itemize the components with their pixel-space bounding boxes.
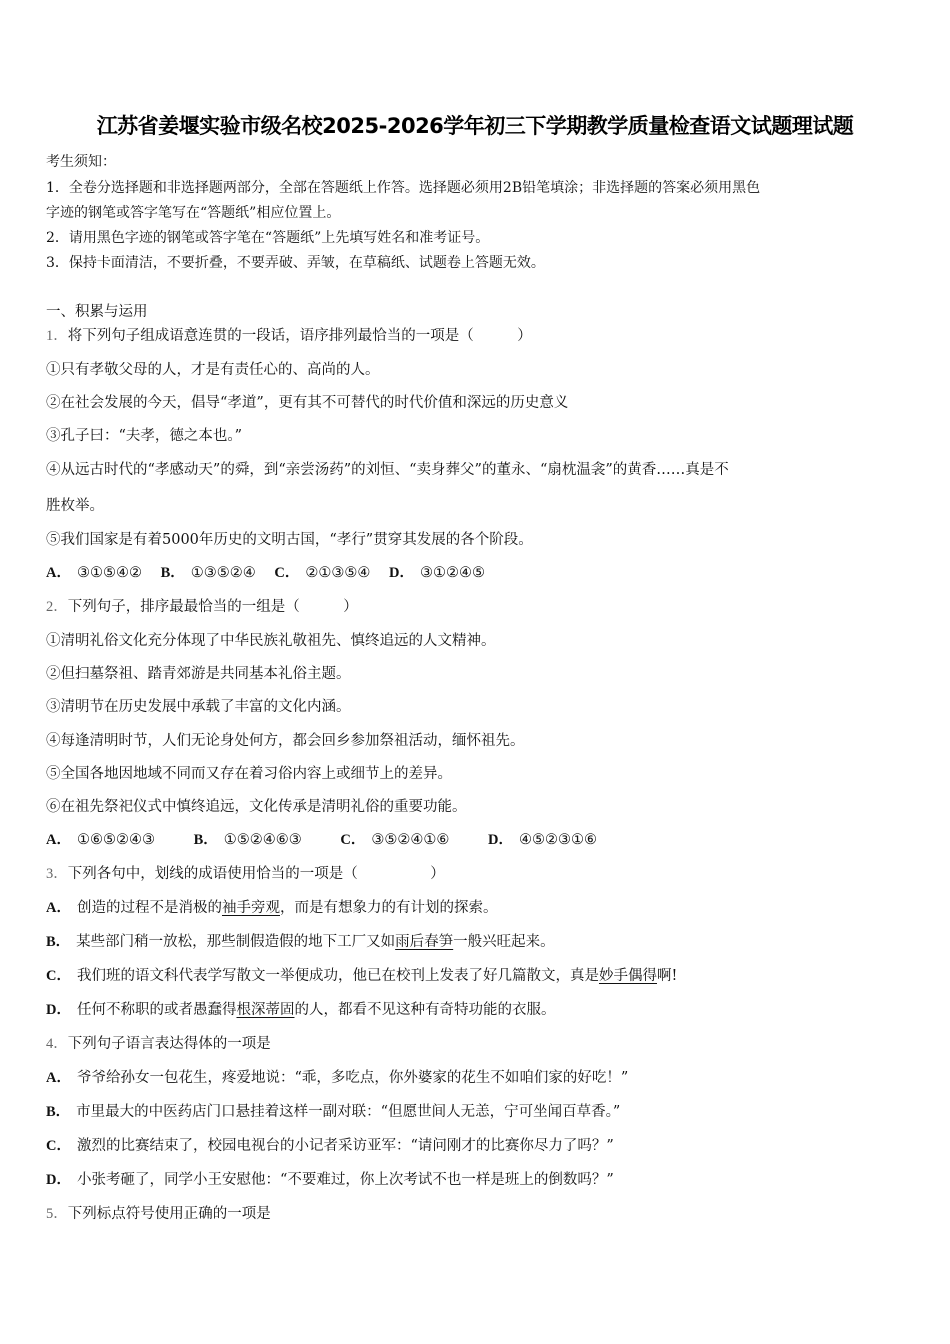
q2-option-b[interactable]: B． ①⑤②④⑥③ [193,832,302,848]
q2-sentence-3: ③清明节在历史发展中承载了丰富的文化内涵。 [46,699,351,715]
q2-sentence-6: ⑥在祖先祭祀仪式中慎终追远，文化传承是清明礼俗的重要功能。 [46,799,467,815]
q3-option-d[interactable]: D． 任何不称职的或者愚蠢得根深蒂固的人，都看不见这种有奇特功能的衣服。 [46,1002,556,1018]
q1-options [46,563,485,583]
underlined-idiom: 雨后春笋 [395,934,454,950]
question-number: 2． [46,599,68,615]
notice-item-1-continued: 字迹的钢笔或答字笔写在“答题纸”相应位置上。 [46,205,341,221]
section-heading: 一、积累与运用 [46,304,148,320]
underlined-idiom: 根深蒂固 [236,1002,295,1018]
q2-sentence-1: ①清明礼俗文化充分体现了中华民族礼敬祖先、慎终追远的人文精神。 [46,633,496,649]
notice-item-1: 1．全卷分选择题和非选择题两部分，全部在答题纸上作答。选择题必须用2B铅笔填涂；非选择题的答案必须用黑色 [46,180,761,196]
question-5-stem [46,1204,271,1224]
notice-item-2: 2．请用黑色字迹的钢笔或答字笔在“答题纸”上先填写姓名和准考证号。 [46,230,490,246]
q1-sentence-3: ③孔子曰：“夫孝，德之本也。” [46,428,243,444]
question-number: 4． [46,1036,68,1052]
q4-option-a[interactable]: A． 爷爷给孙女一包花生，疼爱地说：“乖，多吃点，你外婆家的花生不如咱们家的好吃！” [46,1070,629,1086]
underlined-idiom: 妙手偶得 [598,968,657,984]
notice-heading: 考生须知： [46,154,116,170]
q1-sentence-4: ④从远古时代的“孝感动天”的舜，到“亲尝汤药”的刘恒、“卖身葬父”的董永、“扇枕温衾”的黄香……真是不 [46,462,729,478]
q3-option-c[interactable]: C． 我们班的语文科代表学写散文一举便成功，他已在校刊上发表了好几篇散文，真是妙手偶得啊! [46,968,678,984]
q1-sentence-2: ②在社会发展的今天，倡导“孝道”，更有其不可替代的时代价值和深远的历史意义 [46,395,569,411]
question-text: 下列句子语言表达得体的一项是 [67,1036,271,1052]
question-text: 下列句子，排序最最恰当的一组是（ ） [67,599,358,615]
q2-option-d[interactable]: D． ④⑤②③①⑥ [487,832,597,848]
q1-sentence-5: ⑤我们国家是有着5000年历史的文明古国，“孝行”贯穿其发展的各个阶段。 [46,532,533,548]
q4-option-c[interactable]: C． 激烈的比赛结束了，校园电视台的小记者采访亚军：“请问刚才的比赛你尽力了吗？” [46,1138,614,1154]
q2-sentence-4: ④每逢清明时节，人们无论身处何方，都会回乡参加祭祖活动，缅怀祖先。 [46,733,525,749]
question-text: 下列各句中，划线的成语使用恰当的一项是（ ） [67,866,445,882]
q1-sentence-4-continued: 胜枚举。 [46,498,104,514]
q2-options [46,830,597,850]
document-title: 江苏省姜堰实验市级名校2025-2026学年初三下学期教学质量检查语文试题理试题 [96,114,854,138]
question-number: 3． [46,866,68,882]
q1-option-d[interactable]: D． ③①②④⑤ [388,565,485,581]
q2-sentence-2: ②但扫墓祭祖、踏青郊游是共同基本礼俗主题。 [46,666,351,682]
q1-option-a[interactable]: A． ③①⑤④② [46,565,142,581]
question-number: 5． [46,1206,68,1222]
q3-option-a[interactable]: A． 创造的过程不是消极的袖手旁观，而是有想象力的有计划的探索。 [46,900,498,916]
q4-option-d[interactable]: D． 小张考砸了，同学小王安慰他：“不要难过，你上次考试不也一样是班上的倒数吗？” [46,1172,614,1188]
q2-option-c[interactable]: C． ③⑤②④①⑥ [340,832,450,848]
q4-option-b[interactable]: B． 市里最大的中医药店门口悬挂着这样一副对联：“但愿世间人无恙，宁可坐闻百草香。” [46,1104,621,1120]
q1-option-c[interactable]: C． ②①③⑤④ [274,565,371,581]
question-2-stem [46,597,358,617]
question-text: 将下列句子组成语意连贯的一段话，语序排列最恰当的一项是（ ） [67,328,532,344]
q1-option-b[interactable]: B． ①③⑤②④ [160,565,256,581]
q2-option-a[interactable]: A． ①⑥⑤②④③ [46,832,155,848]
question-3-stem [46,864,445,884]
q1-sentence-1: ①只有孝敬父母的人，才是有责任心的、高尚的人。 [46,362,380,378]
question-number: 1． [46,328,68,344]
q3-option-b[interactable]: B． 某些部门稍一放松，那些制假造假的地下工厂又如雨后春笋一般兴旺起来。 [46,934,555,950]
question-text: 下列标点符号使用正确的一项是 [67,1206,271,1222]
q2-sentence-5: ⑤全国各地因地域不同而又存在着习俗内容上或细节上的差异。 [46,766,452,782]
underlined-idiom: 袖手旁观 [221,900,280,916]
question-4-stem [46,1034,271,1054]
question-1-stem [46,326,532,346]
notice-item-3: 3．保持卡面清洁，不要折叠，不要弄破、弄皱，在草稿纸、试题卷上答题无效。 [46,255,545,271]
